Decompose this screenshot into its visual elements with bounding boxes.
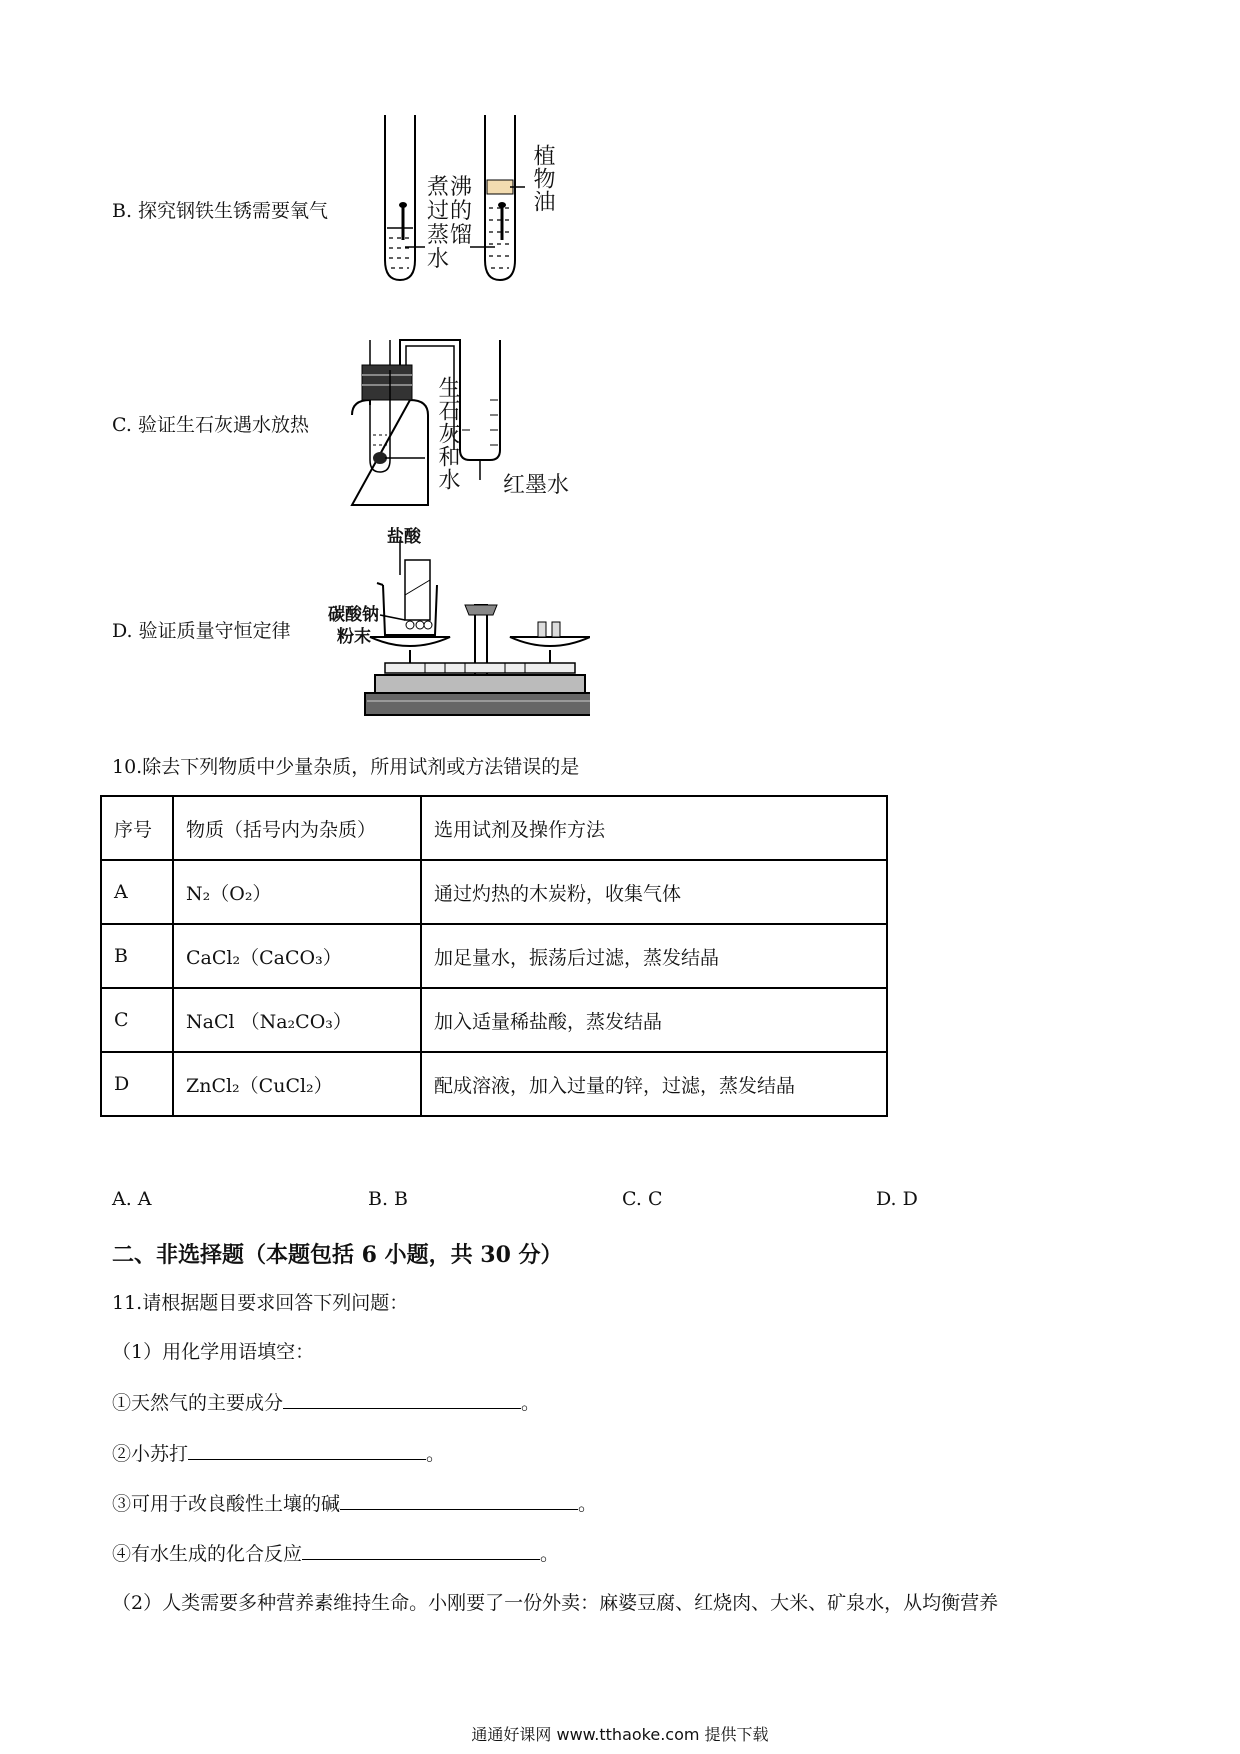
table-cell: A: [101, 860, 173, 924]
table-cell: NaCl （Na₂CO₃）: [173, 988, 421, 1052]
test-tubes-diagram: [375, 110, 595, 285]
q11-item-4: [112, 1537, 559, 1566]
item-text: ③可用于改良酸性土壤的碱: [112, 1493, 341, 1515]
label-sodium-carbonate-line2: 粉末: [337, 627, 371, 647]
item-end: 。: [426, 1443, 446, 1465]
choice-a[interactable]: A. A: [112, 1188, 152, 1210]
table-cell: CaCl₂（CaCO₃）: [173, 924, 421, 988]
table-cell: 加入适量稀盐酸，蒸发结晶: [421, 988, 887, 1052]
label-vegetable-oil: 植物油: [530, 144, 555, 213]
footer-credit: 通通好课网 www.tthaoke.com 提供下载: [471, 1725, 769, 1744]
q11-part1: （1）用化学用语填空：: [112, 1341, 315, 1363]
q10-choices: [0, 1188, 1240, 1218]
option-b-text: B. 探究钢铁生锈需要氧气: [112, 200, 329, 222]
table-cell: 配成溶液，加入过量的锌，过滤，蒸发结晶: [421, 1052, 887, 1116]
rust-experiment-figure: [375, 110, 595, 285]
choice-c[interactable]: C. C: [622, 1188, 663, 1210]
choice-d[interactable]: D. D: [876, 1188, 918, 1210]
answer-blank[interactable]: [188, 1437, 426, 1460]
table-cell: 加足量水，振荡后过滤，蒸发结晶: [421, 924, 887, 988]
table-cell: B: [101, 924, 173, 988]
table-cell: ZnCl₂（CuCl₂）: [173, 1052, 421, 1116]
item-text: ①天然气的主要成分: [112, 1392, 284, 1414]
item-text: ④有水生成的化合反应: [112, 1543, 303, 1565]
table-header-row: [101, 796, 887, 860]
q11-stem: 11.请根据题目要求回答下列问题：: [112, 1292, 409, 1314]
header-cell: 序号: [101, 796, 173, 860]
label-boiled-water: 煮沸过的蒸馏水: [427, 175, 474, 272]
option-c-text: C. 验证生石灰遇水放热: [112, 414, 309, 436]
table-row: [101, 988, 887, 1052]
q11-item-1: [112, 1386, 540, 1415]
choice-b[interactable]: B. B: [368, 1188, 409, 1210]
label-sodium-carbonate-line1: 碳酸钠: [328, 605, 379, 625]
lime-experiment-figure: [340, 330, 580, 510]
answer-blank[interactable]: [283, 1386, 521, 1409]
q11-part2: （2）人类需要多种营养素维持生命。小刚要了一份外卖：麻婆豆腐、红烧肉、大米、矿泉水，从均衡营养: [112, 1592, 999, 1614]
answer-blank[interactable]: [340, 1487, 578, 1510]
answer-blank[interactable]: [302, 1537, 540, 1560]
section-heading: 二、非选择题（本题包括 6 小题，共 30 分）: [112, 1242, 563, 1268]
q10-stem: 10.除去下列物质中少量杂质，所用试剂或方法错误的是: [112, 756, 580, 778]
table-row: [101, 924, 887, 988]
header-cell: 物质（括号内为杂质）: [173, 796, 421, 860]
table-row: [101, 1052, 887, 1116]
table-cell: D: [101, 1052, 173, 1116]
balance-experiment-figure: [325, 525, 590, 720]
q11-item-3: [112, 1487, 597, 1516]
item-end: 。: [578, 1493, 598, 1515]
item-end: 。: [540, 1543, 560, 1565]
table-cell: 通过灼热的木炭粉，收集气体: [421, 860, 887, 924]
option-d-text: D. 验证质量守恒定律: [112, 620, 291, 642]
item-text: ②小苏打: [112, 1443, 189, 1465]
label-red-ink: 红墨水: [503, 473, 570, 498]
label-hydrochloric-acid: 盐酸: [387, 527, 421, 547]
table-cell: N₂（O₂）: [173, 860, 421, 924]
header-cell: 选用试剂及操作方法: [421, 796, 887, 860]
q11-item-2: [112, 1437, 445, 1466]
item-end: 。: [521, 1392, 541, 1414]
table-row: [101, 860, 887, 924]
label-quicklime-water: 生石灰和水: [435, 376, 460, 491]
table-cell: C: [101, 988, 173, 1052]
q10-table: [100, 795, 888, 1117]
